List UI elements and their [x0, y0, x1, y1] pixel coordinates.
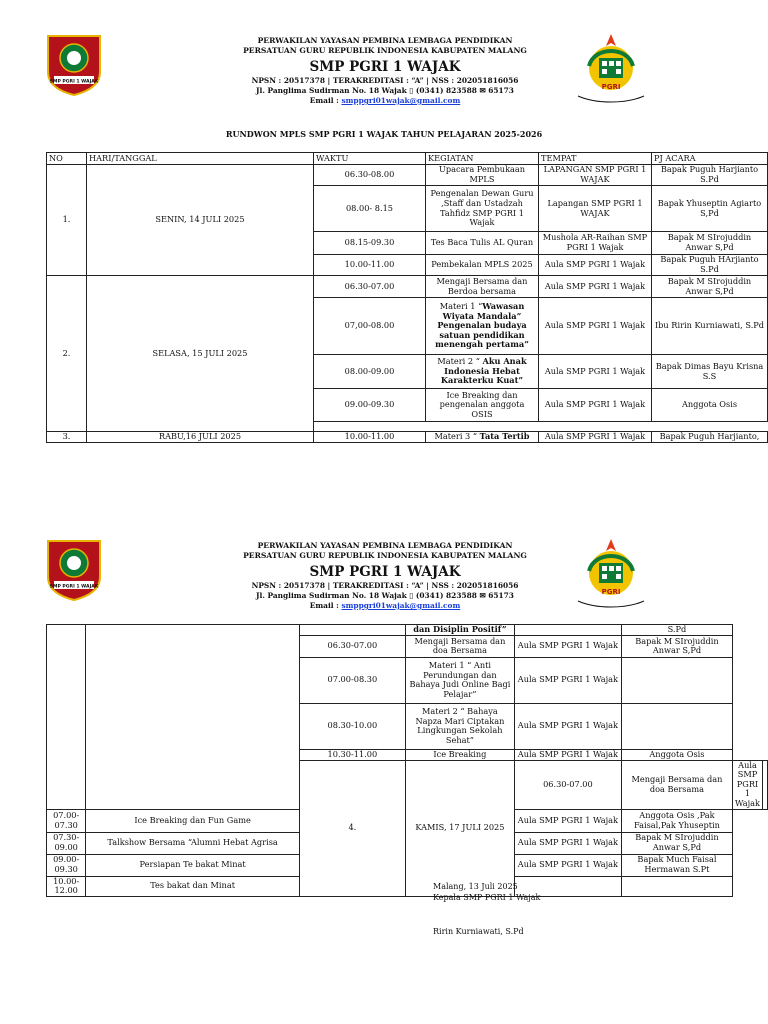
signature-name: Ririn Kurniawati, S.Pd [433, 927, 524, 936]
place-cell: Aula SMP PGRI 1 Wajak [514, 854, 621, 876]
col-header-place: TEMPAT [539, 153, 652, 165]
letterhead-address: Jl. Panglima Sudirman No. 18 Wajak ▯ (0341) 823588 ✉ 65173 [256, 86, 514, 95]
letterhead-line-2: PERSATUAN GURU REPUBLIK INDONESIA KABUPATEN MALANG [243, 551, 527, 560]
day-date: SELASA, 15 JULI 2025 [87, 276, 314, 432]
time-cell: 07.00- 07.30 [47, 809, 86, 832]
place-cell: LAPANGAN SMP PGRI 1 WAJAK [539, 165, 652, 186]
pic-cell: Bapak Puguh Harjianto S.Pd [652, 165, 768, 186]
pic-cell: Bapak M SIrojuddin Anwar S,Pd [621, 635, 732, 657]
time-cell: 10.30-11.00 [299, 749, 405, 760]
activity-cell: Pembekalan MPLS 2025 [426, 255, 539, 276]
letterhead-address: Jl. Panglima Sudirman No. 18 Wajak ▯ (0341) 823588 ✉ 65173 [256, 591, 514, 600]
letterhead-line-1: PERWAKILAN YAYASAN PEMBINA LEMBAGA PENDIDIKAN [257, 36, 513, 45]
school-name: SMP PGRI 1 WAJAK [309, 59, 461, 75]
letterhead-email: Email : smppgri01wajak@gmail.com [309, 96, 461, 105]
time-cell: 07.30-09.00 [47, 832, 86, 854]
place-cell: Aula SMP PGRI 1 Wajak [539, 255, 652, 276]
activity-cell: Materi 1 “ Anti Perundungan dan Bahaya Judi Online Bagi Pelajar” [405, 657, 514, 703]
pgri-logo [572, 537, 650, 611]
pic-cell: Anggota Osis [621, 749, 732, 760]
activity-cell: Upacara Pembukaan MPLS [426, 165, 539, 186]
place-cell: Aula SMP PGRI 1 Wajak [539, 355, 652, 389]
time-cell: 10.00-11.00 [314, 432, 426, 443]
activity-cell: Mengaji Bersama dan doa Bersama [405, 635, 514, 657]
time-cell [299, 625, 405, 636]
page-1 [0, 0, 768, 480]
letterhead-line-1: PERWAKILAN YAYASAN PEMBINA LEMBAGA PENDIDIKAN [257, 541, 513, 550]
table-header-row [47, 153, 768, 165]
logo-left-text: SMP PGRI 1 WAJAK [49, 584, 99, 590]
time-cell: 07,00-08.00 [314, 298, 426, 355]
letterhead-line-2: PERSATUAN GURU REPUBLIK INDONESIA KABUPATEN MALANG [243, 46, 527, 55]
pic-cell: Bapak M SIrojuddin Anwar S,Pd [652, 276, 768, 298]
place-cell: Lapangan SMP PGRI 1 WAJAK [539, 186, 652, 232]
table-row [47, 432, 768, 443]
place-cell [514, 625, 621, 636]
day-number: 4. [299, 760, 405, 896]
place-cell: Aula SMP PGRI 1 Wajak [514, 809, 621, 832]
time-cell: 06.30-07.00 [299, 635, 405, 657]
time-cell: 08.00- 8.15 [314, 186, 426, 232]
logo-right-text: PGRI [601, 588, 621, 596]
letterhead-email: Email : smppgri01wajak@gmail.com [309, 601, 461, 610]
pgri-logo [572, 32, 650, 106]
document-title: RUNDWON MPLS SMP PGRI 1 WAJAK TAHUN PELAJARAN 2025-2026 [225, 129, 543, 139]
logo-right-text: PGRI [601, 83, 621, 91]
place-cell: Aula SMP PGRI 1 Wajak [539, 298, 652, 355]
time-cell: 09.00-09.30 [47, 854, 86, 876]
email-link[interactable]: smppgri01wajak@gmail.com [341, 601, 461, 610]
col-header-time: WAKTU [314, 153, 426, 165]
place-cell: Aula SMP PGRI 1 Wajak [514, 832, 621, 854]
col-header-no: NO [47, 153, 87, 165]
activity-cell: Materi 3 “ Tata Tertib [426, 432, 539, 443]
day-date: KAMIS, 17 JULI 2025 [405, 760, 514, 896]
activity-cell: Materi 2 “ Bahaya Napza Mari Ciptakan Lingkungan Sekolah Sehat” [405, 703, 514, 749]
page-2 [0, 505, 768, 1024]
letterhead-accreditation: NPSN : 20517378 | TERAKREDITASI : “A” | NSS : 202051816056 [251, 76, 519, 85]
pic-cell: Bapak Puguh Harjianto, [652, 432, 768, 443]
school-shield-logo [44, 539, 104, 601]
letterhead [0, 0, 768, 112]
day-number: 1. [47, 165, 87, 276]
time-cell: 06.30-07.00 [514, 760, 621, 809]
pic-cell: Bapak M SIrojuddin Anwar S,Pd [652, 232, 768, 255]
place-cell: Aula SMP PGRI 1 Wajak [514, 703, 621, 749]
pic-cell [763, 760, 768, 809]
table-row [47, 276, 768, 298]
school-shield-logo [44, 34, 104, 96]
signature-position: Kepala SMP PGRI 1 Wajak [433, 893, 541, 902]
time-cell: 10.00-11.00 [314, 255, 426, 276]
pic-cell: Bapak Puguh HArjianto S.Pd [652, 255, 768, 276]
activity-cell: Tes Baca Tulis AL Quran [426, 232, 539, 255]
email-link[interactable]: smppgri01wajak@gmail.com [341, 96, 461, 105]
activity-cell: Materi 2 “ Aku Anak Indonesia Hebat Karakterku Kuat” [426, 355, 539, 389]
day-number [47, 625, 86, 810]
time-cell: 06.30-07.00 [314, 276, 426, 298]
day-number: 3. [47, 432, 87, 443]
schedule-table-continued [46, 624, 768, 897]
table-row [47, 625, 768, 636]
activity-cell: Tes bakat dan Minat [86, 876, 300, 896]
pic-cell [621, 703, 732, 749]
pic-cell: Bapak Dimas Bayu Krisna S.S [652, 355, 768, 389]
activity-cell: Ice Breaking [405, 749, 514, 760]
place-cell: Mushola AR-Raihan SMP PGRI 1 Wajak [539, 232, 652, 255]
signature-place-date: Malang, 13 Juli 2025 [433, 882, 518, 891]
pic-cell: Bapak M SIrojuddin Anwar S,Pd [621, 832, 732, 854]
pic-cell: Bapak Much Faisal Hermawan S.Pt [621, 854, 732, 876]
activity-cell: Mengaji Bersama dan Berdoa bersama [426, 276, 539, 298]
place-cell: Aula SMP PGRI 1 Wajak [539, 389, 652, 422]
activity-cell: Ice Breaking dan pengenalan anggota OSIS [426, 389, 539, 422]
place-cell: Aula SMP PGRI 1 Wajak [514, 749, 621, 760]
activity-cell: Materi 1 “Wawasan Wiyata Mandala” Pengenalan budaya satuan pendidikan menengah pertama” [426, 298, 539, 355]
activity-cell: Ice Breaking dan Fun Game [86, 809, 300, 832]
day-date [86, 625, 300, 810]
activity-cell: Mengaji Bersama dan doa Bersama [621, 760, 732, 809]
col-header-day: HARI/TANGGAL [87, 153, 314, 165]
place-cell: Aula SMP PGRI 1 Wajak [733, 760, 763, 809]
time-cell: 06.30-08.00 [314, 165, 426, 186]
time-cell: 08.30-10.00 [299, 703, 405, 749]
place-cell: Aula SMP PGRI 1 Wajak [514, 657, 621, 703]
place-cell: Aula SMP PGRI 1 Wajak [539, 432, 652, 443]
place-cell: Aula SMP PGRI 1 Wajak [514, 635, 621, 657]
place-cell: Aula SMP PGRI 1 Wajak [539, 276, 652, 298]
table-row [47, 165, 768, 186]
time-cell: 10.00-12.00 [47, 876, 86, 896]
day-number: 2. [47, 276, 87, 432]
pic-cell: S.Pd [621, 625, 732, 636]
letterhead-accreditation: NPSN : 20517378 | TERAKREDITASI : “A” | NSS : 202051816056 [251, 581, 519, 590]
activity-cell: Persiapan Te bakat Minat [86, 854, 300, 876]
col-header-pic: PJ ACARA [652, 153, 768, 165]
activity-cell: Pengenalan Dewan Guru ,Staff dan Ustadzah Tahfidz SMP PGRI 1 Wajak [426, 186, 539, 232]
col-header-activity: KEGIATAN [426, 153, 539, 165]
letterhead [0, 505, 768, 617]
pic-cell: Anggota Osis ,Pak Faisal,Pak Yhuseptin [621, 809, 732, 832]
pic-cell: Anggota Osis [652, 389, 768, 422]
activity-cell: Talkshow Bersama “Alumni Hebat Agrisa [86, 832, 300, 854]
time-cell: 08.15-09.30 [314, 232, 426, 255]
pic-cell: Bapak Yhuseptin Agiarto S,Pd [652, 186, 768, 232]
logo-left-text: SMP PGRI 1 WAJAK [49, 79, 99, 85]
day-date: RABU,16 JULI 2025 [87, 432, 314, 443]
time-cell: 07.00-08.30 [299, 657, 405, 703]
pic-cell: Ibu Ririn Kurniawati, S.Pd [652, 298, 768, 355]
day-date: SENIN, 14 JULI 2025 [87, 165, 314, 276]
pic-cell [621, 876, 732, 896]
time-cell: 08.00-09.00 [314, 355, 426, 389]
activity-cell: dan Disiplin Positif” [405, 625, 514, 636]
time-cell: 09.00-09.30 [314, 389, 426, 422]
schedule-table [46, 152, 768, 443]
school-name: SMP PGRI 1 WAJAK [309, 564, 461, 580]
pic-cell [621, 657, 732, 703]
